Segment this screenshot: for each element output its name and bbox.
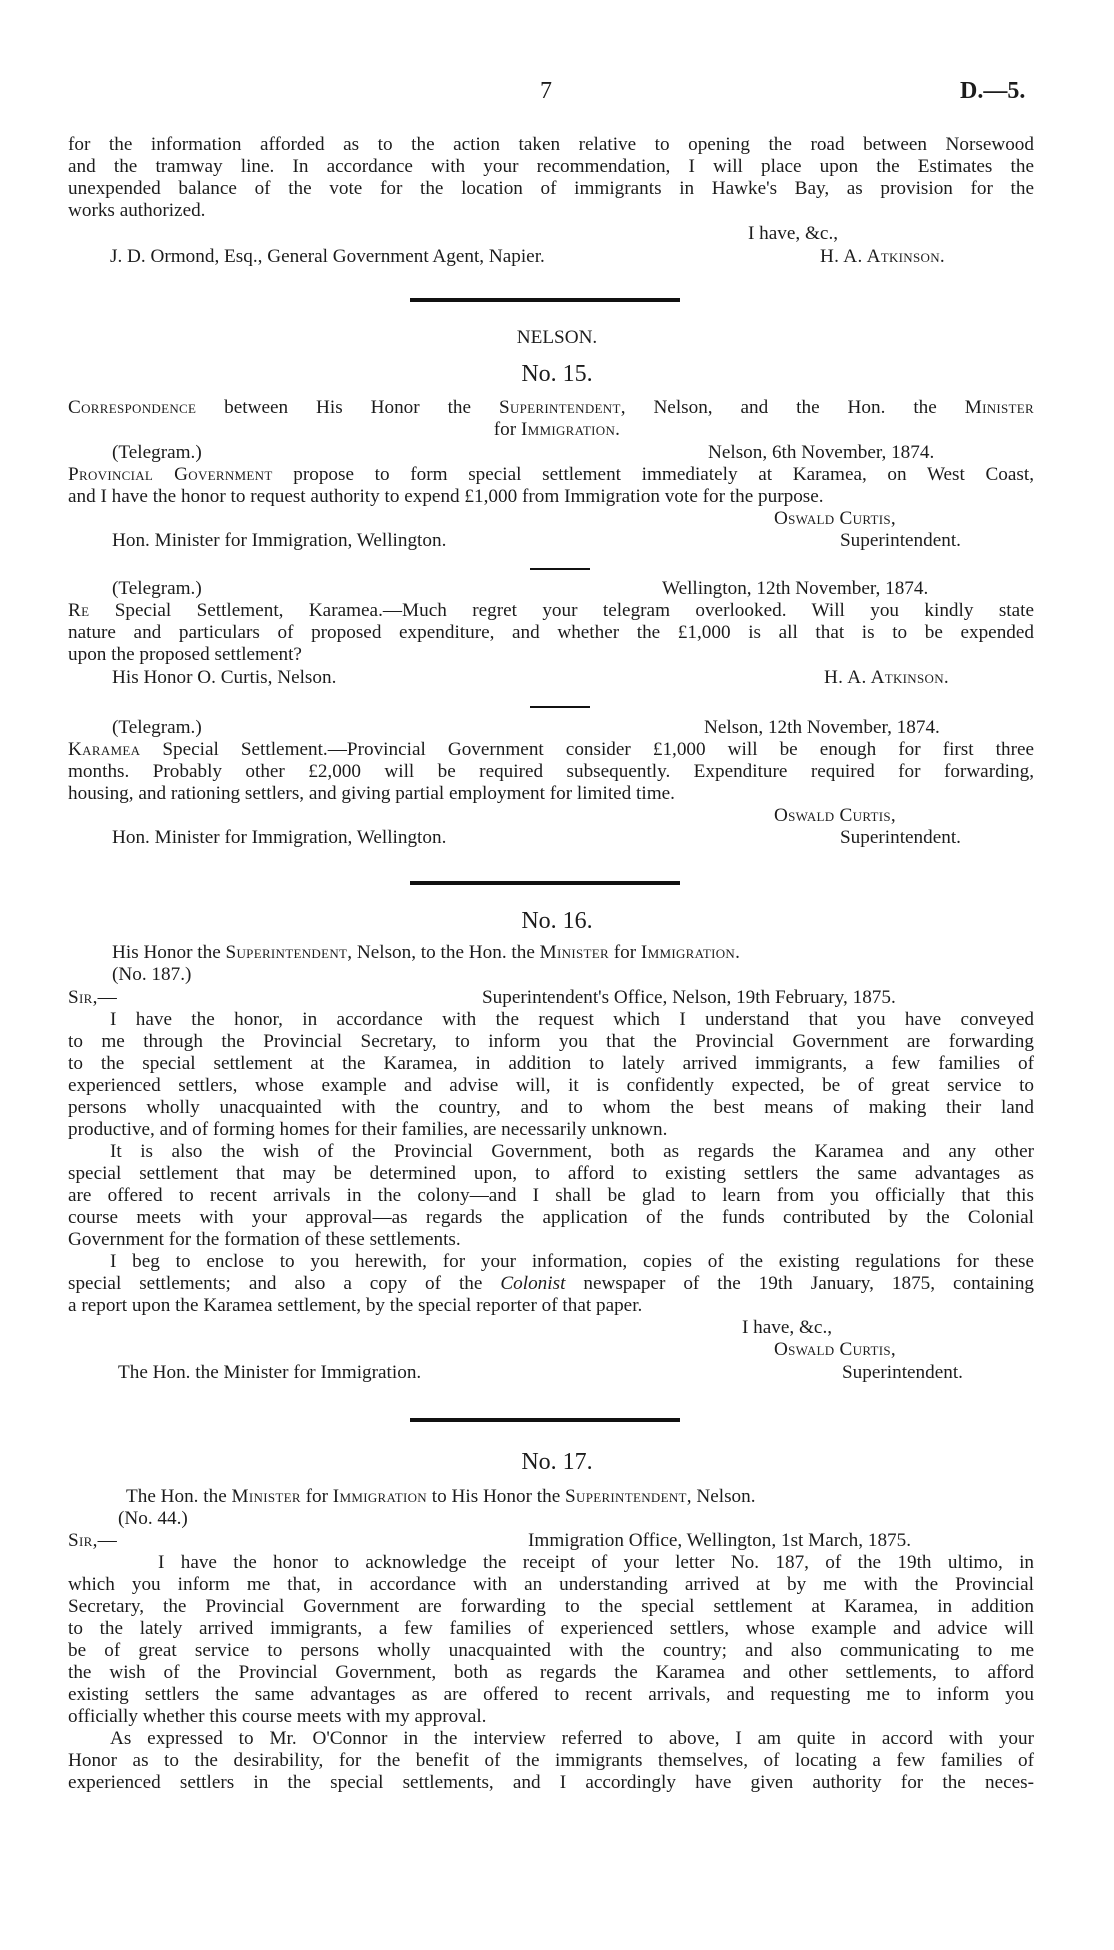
body-line: be of great service to persons wholly unacquainted with the country; and also communicating to me: [68, 1640, 1034, 1661]
addressee: J. D. Ormond, Esq., General Government Agent, Napier.: [110, 246, 545, 267]
title-word: Superintendent: [498, 397, 621, 418]
place-date: Nelson, 12th November, 1874.: [704, 717, 940, 738]
signer: Oswald Curtis,: [774, 508, 897, 529]
telegram-label: (Telegram.): [112, 442, 202, 463]
heading-part: , Nelson.: [686, 1486, 756, 1507]
body-line: persons wholly unacquainted with the country, and to whom the best means of making their land: [68, 1097, 1034, 1118]
addressee: Hon. Minister for Immigration, Wellington.: [112, 530, 447, 551]
telegram-label: (Telegram.): [112, 717, 202, 738]
separator: [530, 706, 590, 708]
item-number: No. 17.: [521, 1449, 593, 1475]
body-line: As expressed to Mr. O'Connor in the interview referred to above, I am quite in accord with your: [110, 1728, 1034, 1749]
place-date: Wellington, 12th November, 1874.: [662, 578, 929, 599]
heading-part: Superintendent: [565, 1486, 687, 1507]
heading-part: Minister: [539, 942, 609, 963]
body-line: nature and particulars of proposed expenditure, and whether the £1,000 is all that is to be expended: [68, 622, 1034, 643]
item-number: No. 16.: [521, 908, 593, 934]
place-date: Immigration Office, Wellington, 1st March, 1875.: [528, 1530, 912, 1551]
body-line: [68, 1273, 1034, 1295]
heading-part: to His Honor the: [431, 1486, 561, 1507]
title-word: Immigration.: [520, 419, 621, 440]
item-title: [0, 419, 1114, 441]
body-line: [68, 600, 1034, 622]
lead-word: Re: [68, 600, 90, 621]
heading-part: The Hon. the: [126, 1486, 227, 1507]
salutation: Sir,—: [68, 987, 118, 1008]
heading-part: , Nelson, to the Hon. the: [347, 942, 535, 963]
body-line: housing, and rationing settlers, and giving partial employment for limited time.: [68, 783, 675, 804]
body-line: I have the honor to acknowledge the receipt of your letter No. 187, of the 19th ultimo, in: [158, 1552, 1034, 1573]
body-line: are offered to recent arrivals in the colony—and I shall be glad to learn from you officially that this: [68, 1185, 1034, 1206]
body-line: [68, 739, 1034, 761]
heading-part: Immigration.: [640, 942, 741, 963]
body-line: Honor as to the desirability, for the benefit of the immigrants themselves, of locating a few families of: [68, 1750, 1034, 1771]
title-word: for: [493, 419, 517, 440]
signature: H. A. Atkinson.: [824, 667, 949, 688]
body-line: existing settlers the same advantages as are offered to recent arrivals, and requesting me to inform you: [68, 1684, 1034, 1705]
section-heading: NELSON.: [516, 327, 598, 348]
section-rule: [410, 1418, 680, 1422]
document-reference: D.—5.: [960, 78, 1026, 104]
item-title: [68, 397, 1034, 419]
body-line: productive, and of forming homes for their families, are necessarily unknown.: [68, 1119, 668, 1140]
line-rest: Special Settlement, Karamea.—Much regret your telegram overlooked. Will you kindly state: [89, 600, 1034, 621]
letter-ref: (No. 187.): [112, 964, 192, 985]
body-line: I beg to enclose to you herewith, for your information, copies of the existing regulations for these: [110, 1251, 1034, 1272]
intro-line: and the tramway line. In accordance with your recommendation, I will place upon the Estimates the: [68, 156, 1034, 177]
closing: I have, &c.,: [748, 223, 839, 244]
heading-part: Superintendent: [225, 942, 348, 963]
separator: [530, 568, 590, 570]
body-line: upon the proposed settlement?: [68, 644, 302, 665]
body-line: course meets with your approval—as regards the application of the funds contributed by the Colonial: [68, 1207, 1034, 1228]
addressee: The Hon. the Minister for Immigration.: [118, 1362, 422, 1383]
line-rest: Special Settlement.—Provincial Government consider £1,000 will be enough for first three: [140, 739, 1034, 760]
addressee: Hon. Minister for Immigration, Wellington.: [112, 827, 447, 848]
body-line: Government for the formation of these settlements.: [68, 1229, 461, 1250]
body-line: to the lately arrived immigrants, a few families of experienced settlers, whose example and advice will: [68, 1618, 1034, 1639]
heading-part: for: [305, 1486, 328, 1507]
body-line: months. Probably other £2,000 will be required subsequently. Expenditure required for forwarding,: [68, 761, 1034, 782]
heading-part: for: [613, 942, 637, 963]
body-line: [68, 464, 1034, 486]
body-line: to the special settlement at the Karamea, in addition to lately arrived immigrants, a few families of: [68, 1053, 1034, 1074]
body-line: and I have the honor to request authority to expend £1,000 from Immigration vote for the purpose.: [68, 486, 824, 507]
newspaper-title: Colonist: [500, 1273, 566, 1294]
body-line: Secretary, the Provincial Government are forwarding to the special settlement at Karamea, in addition: [68, 1596, 1034, 1617]
body-line: It is also the wish of the Provincial Government, both as regards the Karamea and any other: [110, 1141, 1034, 1162]
title-word: Correspondence: [68, 397, 197, 418]
lead-word: Karamea: [68, 739, 141, 760]
salutation: Sir,—: [68, 1530, 118, 1551]
body-line: special settlement that may be determined upon, to afford to existing settlers the same advantages as: [68, 1163, 1034, 1184]
telegram-label: (Telegram.): [112, 578, 202, 599]
signer-title: Superintendent.: [842, 1362, 963, 1383]
intro-line: works authorized.: [68, 200, 206, 221]
letter-heading: [126, 1486, 756, 1508]
line-part: special settlements; and also a copy of the: [68, 1273, 483, 1294]
intro-line: for the information afforded as to the action taken relative to opening the road between Norsewood: [68, 134, 1034, 155]
line-part: newspaper of the 19th January, 1875, containing: [565, 1273, 1035, 1294]
body-line: officially whether this course meets with my approval.: [68, 1706, 487, 1727]
section-rule: [410, 881, 680, 885]
line-rest: propose to form special settlement immediately at Karamea, on West Coast,: [272, 464, 1034, 485]
title-word: Minister: [964, 397, 1034, 418]
body-line: I have the honor, in accordance with the request which I understand that you have conveyed: [110, 1009, 1034, 1030]
letter-heading: [112, 942, 740, 964]
heading-part: Minister: [231, 1486, 301, 1507]
signer-title: Superintendent.: [840, 530, 961, 551]
signer-title: Superintendent.: [840, 827, 961, 848]
place-date: Nelson, 6th November, 1874.: [708, 442, 935, 463]
section-rule: [410, 298, 680, 302]
body-line: a report upon the Karamea settlement, by the special reporter of that paper.: [68, 1295, 643, 1316]
heading-part: His Honor the: [112, 942, 221, 963]
page-number: 7: [540, 78, 552, 104]
body-line: which you inform me that, in accordance with an understanding arrived at by me with the Provincial: [68, 1574, 1034, 1595]
signer: Oswald Curtis,: [774, 805, 897, 826]
item-number: No. 15.: [521, 361, 593, 387]
title-word: between His Honor the: [224, 397, 472, 418]
signer: Oswald Curtis,: [774, 1339, 897, 1360]
body-line: experienced settlers in the special settlements, and I accordingly have given authority for the neces-: [68, 1772, 1034, 1793]
place-date: Superintendent's Office, Nelson, 19th February, 1875.: [482, 987, 896, 1008]
signature: H. A. Atkinson.: [820, 246, 945, 267]
title-word: , Nelson, and the Hon. the: [620, 397, 937, 418]
heading-part: Immigration: [332, 1486, 427, 1507]
letter-ref: (No. 44.): [118, 1508, 188, 1529]
closing: I have, &c.,: [742, 1317, 833, 1338]
addressee: His Honor O. Curtis, Nelson.: [112, 667, 337, 688]
body-line: experienced settlers, whose example and advise will, it is confidently expected, be of great service to: [68, 1075, 1034, 1096]
body-line: the wish of the Provincial Government, both as regards the Karamea and other settlements, to afford: [68, 1662, 1034, 1683]
body-line: to me through the Provincial Secretary, to inform you that the Provincial Government are forwarding: [68, 1031, 1034, 1052]
lead-word: Provincial Government: [68, 464, 273, 485]
intro-line: unexpended balance of the vote for the location of immigrants in Hawke's Bay, as provision for the: [68, 178, 1034, 199]
